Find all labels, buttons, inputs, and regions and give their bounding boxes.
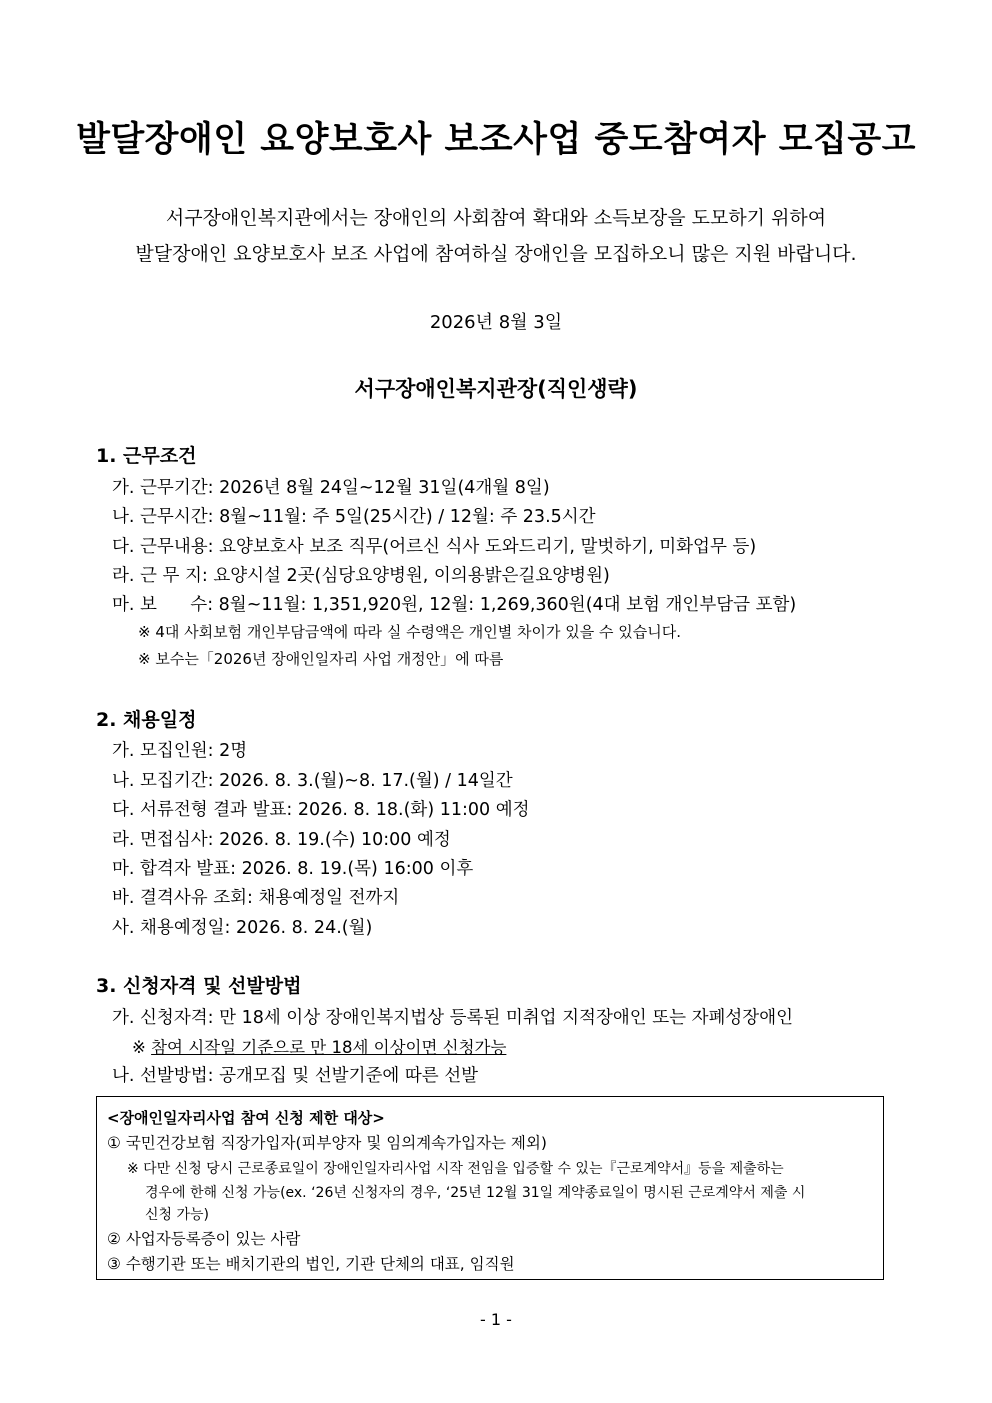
restriction-box-heading: <장애인일자리사업 참여 신청 제한 대상> — [107, 1109, 385, 1127]
disqualification-check: 바. 결격사유 조회: 채용예정일 전까지 — [112, 888, 400, 908]
restriction-note-line-2: 경우에 한해 신청 가능(ex. ‘26년 신청자의 경우, ‘25년 12월 31일 계약종료일이 명시된 근로계약서 제출 시 — [145, 1185, 806, 1201]
work-period: 가. 근무기간: 2026년 8월 24일~12월 31일(4개월 8일) — [112, 478, 550, 498]
page-number: - 1 - — [480, 1310, 512, 1329]
recruit-period: 나. 모집기간: 2026. 8. 3.(월)~8. 17.(월) / 14일간 — [112, 771, 513, 791]
restriction-note-line-3: 신청 가능) — [145, 1207, 210, 1223]
restriction-note-line-1: ※ 다만 신청 당시 근로종료일이 장애인일자리사업 시작 전임을 입증할 수 있는『근로계약서』등을 제출하는 — [127, 1161, 784, 1177]
selection-method: 나. 선발방법: 공개모집 및 선발기준에 따른 선발 — [112, 1066, 479, 1086]
restriction-item-1: ① 국민건강보험 직장가입자(피부양자 및 임의계속가입자는 제외) — [107, 1134, 547, 1152]
section-heading-work-conditions: 1. 근무조건 — [96, 445, 197, 467]
eligibility-note-text: 참여 시작일 기준으로 만 18세 이상이면 신청가능 — [151, 1038, 507, 1057]
restriction-item-2: ② 사업자등록증이 있는 사람 — [107, 1230, 301, 1248]
work-location: 라. 근 무 지: 요양시설 2곳(심당요양병원, 이의용밝은길요양병원) — [112, 566, 610, 586]
section-heading-eligibility: 3. 신청자격 및 선발방법 — [96, 975, 302, 997]
issuing-organization: 서구장애인복지관장(직인생략) — [354, 377, 638, 401]
interview-date: 라. 면접심사: 2026. 8. 19.(수) 10:00 예정 — [112, 830, 451, 850]
final-announcement: 마. 합격자 발표: 2026. 8. 19.(목) 16:00 이후 — [112, 859, 474, 879]
salary-note-basis: ※ 보수는「2026년 장애인일자리 사업 개정안」에 따름 — [138, 650, 504, 668]
salary: 마. 보 수: 8월~11월: 1,351,920원, 12월: 1,269,360원(4대 보험 개인부담금 포함) — [112, 595, 797, 615]
section-heading-schedule: 2. 채용일정 — [96, 709, 197, 731]
salary-note-insurance: ※ 4대 사회보험 개인부담금액에 따라 실 수령액은 개인별 차이가 있을 수 있습니다. — [138, 623, 682, 641]
document-result: 다. 서류전형 결과 발표: 2026. 8. 18.(화) 11:00 예정 — [112, 800, 530, 820]
announcement-date: 2026년 8월 3일 — [429, 312, 563, 333]
hire-date: 사. 채용예정일: 2026. 8. 24.(월) — [112, 918, 373, 938]
intro-line-1: 서구장애인복지관에서는 장애인의 사회참여 확대와 소득보장을 도모하기 위하여 — [165, 207, 827, 229]
work-hours: 나. 근무시간: 8월~11월: 주 5일(25시간) / 12월: 주 23.5시간 — [112, 507, 596, 527]
work-content: 다. 근무내용: 요양보호사 보조 직무(어르신 식사 도와드리기, 말벗하기, 미화업무 등) — [112, 537, 757, 557]
note-mark: ※ — [132, 1038, 152, 1057]
intro-line-2: 발달장애인 요양보호사 보조 사업에 참여하실 장애인을 모집하오니 많은 지원 바랍니다. — [135, 243, 857, 265]
eligibility-note — [132, 1034, 506, 1058]
recruit-count: 가. 모집인원: 2명 — [112, 741, 248, 761]
document-title: 발달장애인 요양보호사 보조사업 중도참여자 모집공고 — [76, 120, 916, 160]
eligibility: 가. 신청자격: 만 18세 이상 장애인복지법상 등록된 미취업 지적장애인 또는 자폐성장애인 — [112, 1008, 794, 1028]
restriction-box — [96, 1096, 884, 1280]
restriction-item-3: ③ 수행기관 또는 배치기관의 법인, 기관 단체의 대표, 임직원 — [107, 1255, 515, 1273]
